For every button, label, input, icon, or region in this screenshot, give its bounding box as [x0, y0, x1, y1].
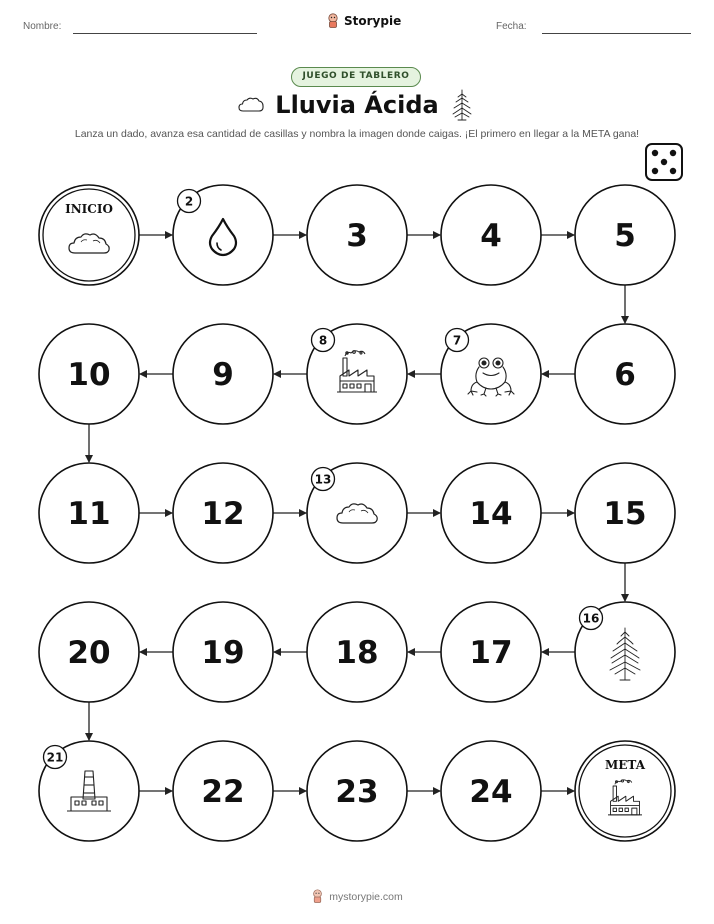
instructions: Lanza un dado, avanza esa cantidad de casillas y nombra la imagen donde caigas. ¡El primero en llegar a la META gana!: [74, 128, 640, 140]
board-space-3[interactable]: [307, 185, 407, 285]
board-space-12[interactable]: [173, 463, 273, 563]
brand-name: Storypie: [344, 14, 402, 28]
space-number: 3: [346, 218, 368, 254]
board-space-1[interactable]: [39, 185, 139, 285]
space-number: 8: [318, 333, 328, 348]
date-label: Fecha:: [496, 21, 527, 32]
board-space-11[interactable]: [39, 463, 139, 563]
space-number: 11: [67, 496, 111, 532]
space-number: 17: [469, 635, 513, 671]
board-space-13[interactable]: [307, 463, 407, 563]
board-space-22[interactable]: [173, 741, 273, 841]
space-circle: [575, 741, 675, 841]
game-type-badge: JUEGO DE TABLERO: [291, 67, 421, 87]
end-label: META: [604, 758, 646, 772]
board-space-25[interactable]: [575, 741, 675, 841]
space-number: 15: [603, 496, 647, 532]
space-number: 18: [335, 635, 379, 671]
space-number: 6: [614, 357, 636, 393]
board-space-6[interactable]: [575, 324, 675, 424]
board-space-23[interactable]: [307, 741, 407, 841]
board-space-15[interactable]: [575, 463, 675, 563]
name-label: Nombre:: [23, 21, 62, 32]
space-number: 22: [201, 774, 245, 810]
storypie-mascot-icon: [311, 889, 324, 904]
board-space-21[interactable]: [39, 741, 139, 841]
space-number: 12: [201, 496, 245, 532]
footer-site[interactable]: mystorypie.com: [329, 890, 403, 903]
space-number: 4: [480, 218, 502, 254]
space-number: 19: [201, 635, 245, 671]
board-space-24[interactable]: [441, 741, 541, 841]
space-number: 9: [212, 357, 234, 393]
board-space-9[interactable]: [173, 324, 273, 424]
space-number: 2: [184, 194, 194, 209]
footer: [0, 889, 714, 904]
space-number: 21: [46, 750, 64, 765]
board-space-8[interactable]: [307, 324, 407, 424]
space-number: 16: [582, 611, 600, 626]
space-number: 14: [469, 496, 513, 532]
board-space-5[interactable]: [575, 185, 675, 285]
board-space-14[interactable]: [441, 463, 541, 563]
board-space-2[interactable]: [173, 185, 273, 285]
board-space-10[interactable]: [39, 324, 139, 424]
space-number: 13: [314, 472, 332, 487]
board-space-7[interactable]: [441, 324, 541, 424]
space-number: 5: [614, 218, 636, 254]
board-space-19[interactable]: [173, 602, 273, 702]
board-space-20[interactable]: [39, 602, 139, 702]
space-number: 24: [469, 774, 513, 810]
start-label: INICIO: [65, 202, 113, 216]
space-number: 23: [335, 774, 379, 810]
space-number: 7: [452, 333, 462, 348]
board-space-17[interactable]: [441, 602, 541, 702]
board-space-18[interactable]: [307, 602, 407, 702]
page-title: Lluvia Ácida: [275, 91, 439, 119]
board-space-4[interactable]: [441, 185, 541, 285]
space-number: 20: [67, 635, 111, 671]
space-number: 10: [67, 357, 111, 393]
board-space-16[interactable]: [575, 602, 675, 702]
